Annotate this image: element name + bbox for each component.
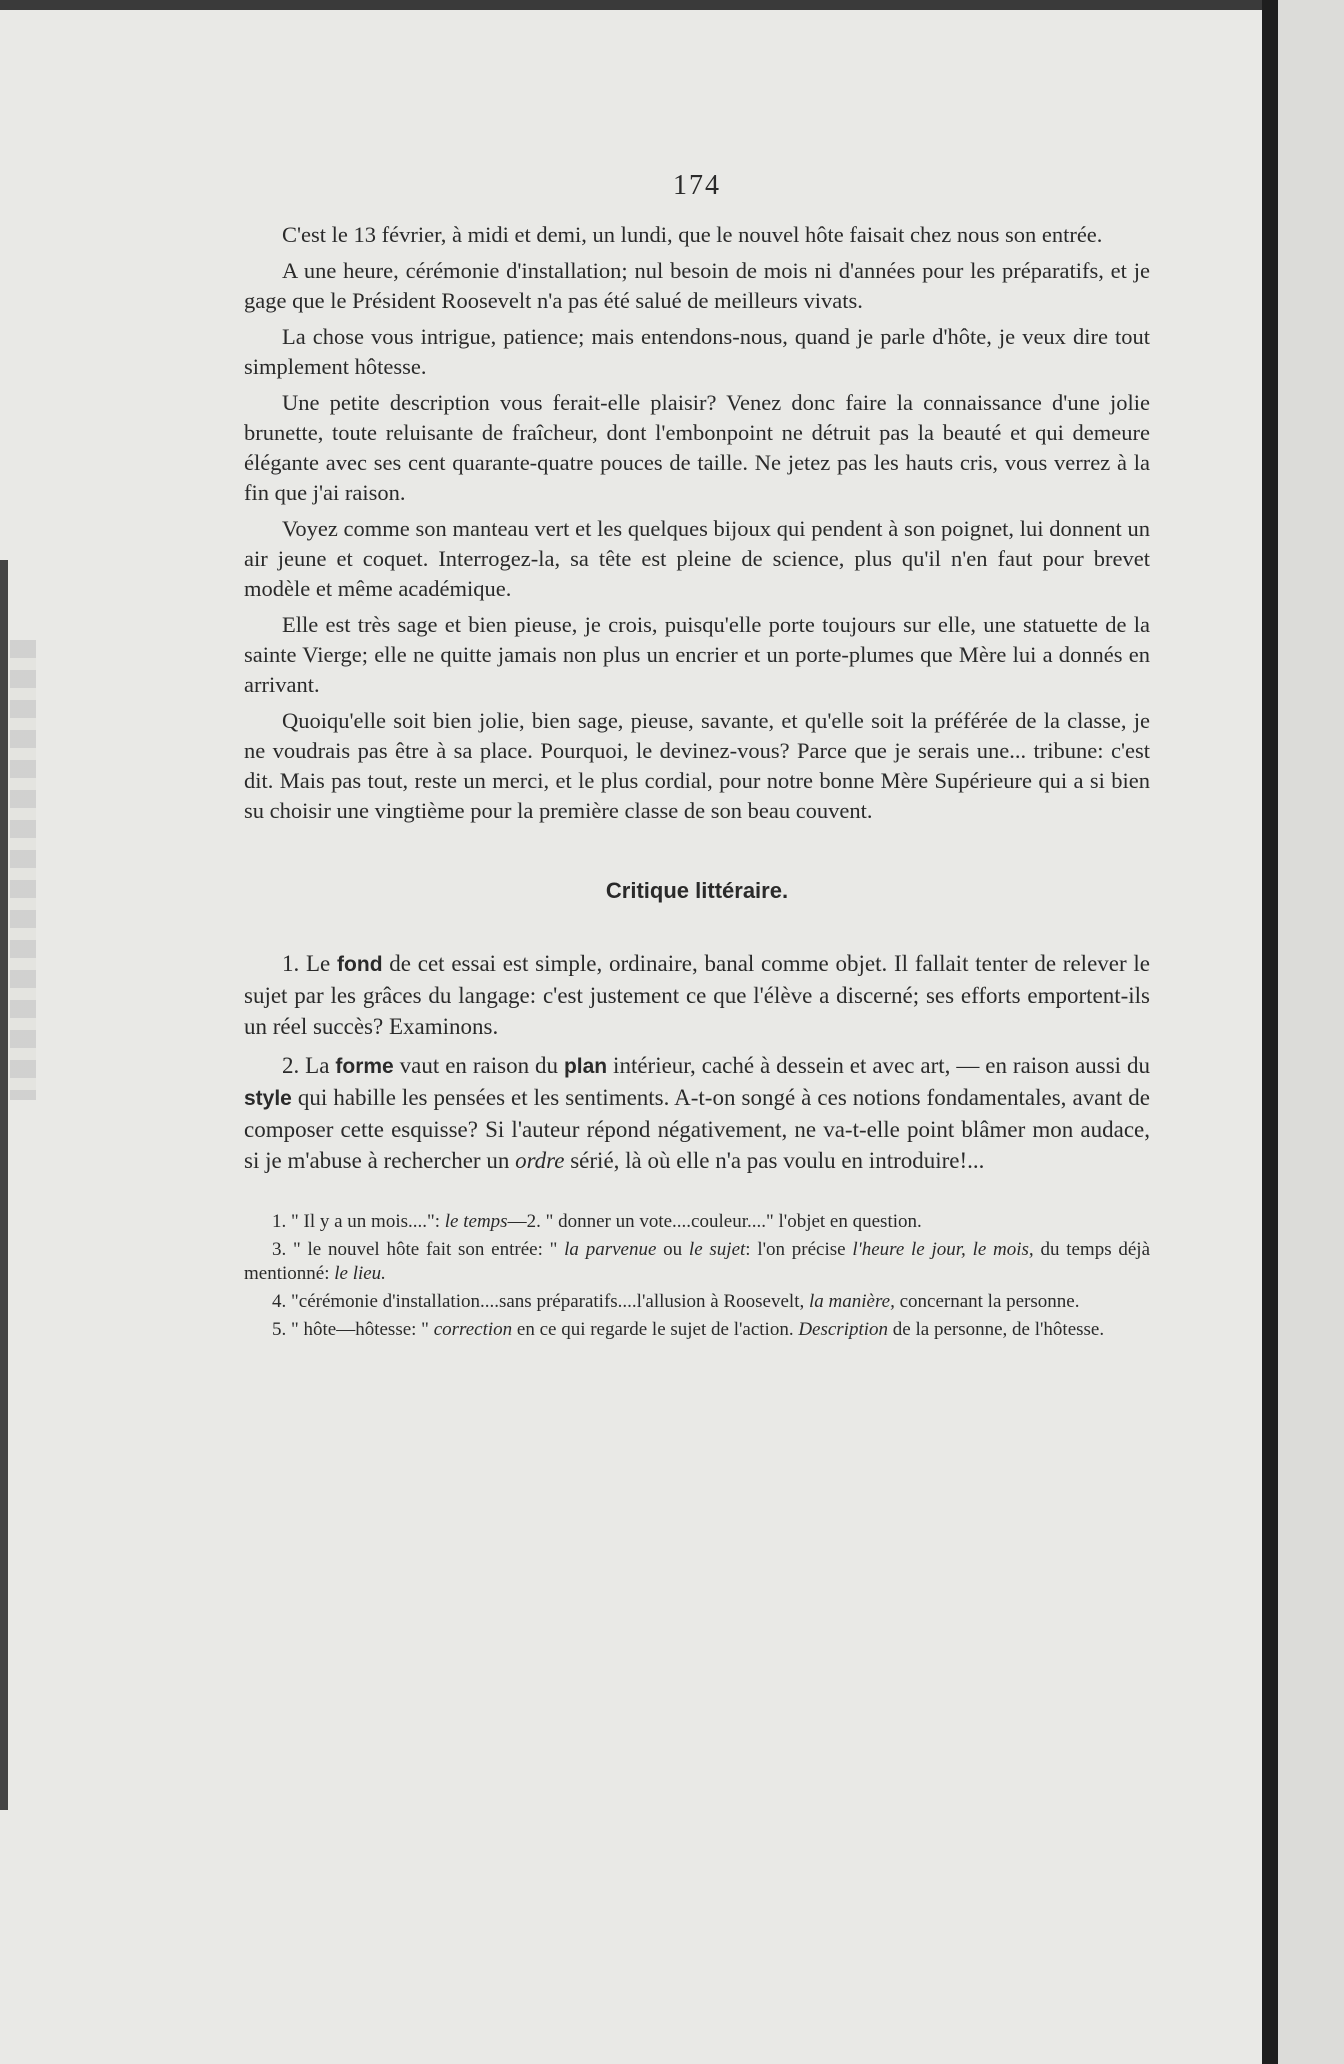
essay-paragraph: C'est le 13 février, à midi et demi, un lundi, que le nouvel hôte faisait chez nous son entrée. [282,222,1103,247]
italic-run: le sujet [688,1239,746,1260]
term-forme: forme [335,1055,394,1078]
text-run: 1. " Il y a un mois....": [272,1211,445,1232]
text-run: en ce qui regarde le sujet de l'action. [512,1319,799,1340]
critique-paragraph-2 [244,1050,1150,1176]
italic-run: la parvenue [564,1239,657,1260]
footnotes [244,1210,1150,1342]
italic-run: correction [433,1319,513,1340]
essay-paragraph: A une heure, cérémonie d'installation; nul besoin de mois ni d'années pour les préparatifs, et je gage que le Président Roosevelt n'a pas été salué de meilleurs vivats. [244,258,1150,313]
essay-paragraph: Voyez comme son manteau vert et les quelques bijoux qui pendent à son poignet, lui donnent un air jeune et coquet. Interrogez-la, sa tête est pleine de science, plus qu'il n'en faut pour brevet modèle et même académique. [244,516,1150,601]
text-run: ou [656,1239,689,1260]
text-run: 3. " le nouvel hôte fait son entrée: " [272,1239,565,1260]
section-title: Critique littéraire. [605,878,789,903]
italic-run: Description [798,1319,889,1340]
footnote-4 [244,1290,1150,1314]
term-style: style [244,1087,292,1110]
essay-paragraph: Une petite description vous ferait-elle plaisir? Venez donc faire la connaissance d'une jolie brunette, toute reluisante de fraîcheur, dont l'embonpoint ne détruit pas la beauté et qui demeure élégante avec ses cent quarante-quatre pouces de taille. Ne jetez pas les hauts cris, vous verrez à la fin que j'ai raison. [244,390,1150,505]
term-plan: plan [563,1055,608,1078]
text-run: 5. " hôte—hôtesse: " [272,1319,434,1340]
text-run: de cet essai est simple, ordinaire, banal comme objet. Il fallait tenter de relever le sujet par les grâces du langage: c'est justement ce que l'élève a discerné; ses efforts emportent-ils un réel succès? Examinons. [244,951,1151,1039]
scan-left-edge [0,560,8,1810]
essay-paragraph: Elle est très sage et bien pieuse, je crois, puisqu'elle porte toujours sur elle, une statuette de la sainte Vierge; elle ne quitte jamais non plus un encrier et un porte-plumes que Mère lui a donnés en arrivant. [244,612,1150,697]
text-run: du temps déjà mentionné: [244,1239,1150,1284]
text-run: vaut en raison du [393,1053,564,1078]
text-run: 1. Le [282,951,338,976]
scan-gutter-shadow [1262,0,1278,2064]
footnote-1 [244,1210,1150,1234]
text-run: de la personne, de l'hôtesse. [888,1319,1105,1340]
text-run: 4. "cérémonie d'installation....sans préparatifs....l'allusion à Roosevelt, [272,1291,809,1312]
italic-run: la manière, [808,1291,895,1312]
essay-paragraph: Quoiqu'elle soit bien jolie, bien sage, pieuse, savante, et qu'elle soit la préférée de la classe, je ne voudrais pas être à sa place. Pourquoi, le devinez-vous? Parce que je serais une... tribune: c'est dit. Mais pas tout, reste un merci, et le plus cordial, pour notre bonne Mère Supérieure qui a si bien su choisir une vingtième pour la première classe de son beau couvent. [244,708,1150,823]
italic-run: l'heure le jour, le mois, [852,1239,1034,1260]
text-run: sérié, là où elle n'a pas voulu en introduire!... [564,1148,985,1173]
scan-bleed-through [10,640,36,1100]
text-run: : l'on précise [745,1239,853,1260]
footnote-5 [244,1318,1150,1342]
text-run: intérieur, caché à dessein et avec art, — en raison aussi du [607,1053,1150,1078]
text-run: —2. " donner un vote....couleur...." l'objet en question. [507,1211,922,1232]
text-run: 2. La [282,1053,336,1078]
critique-paragraph-1 [244,948,1150,1042]
italic-run: le lieu. [334,1263,386,1284]
term-fond: fond [337,953,383,976]
scan-next-page-edge [1278,0,1344,2064]
italic-run: le temps [444,1211,508,1232]
essay-body [244,220,1150,826]
text-run: concernant la personne. [894,1291,1080,1312]
term-ordre: ordre [515,1148,565,1173]
essay-paragraph: La chose vous intrigue, patience; mais entendons-nous, quand je parle d'hôte, je veux dire tout simplement hôtesse. [244,324,1150,379]
footnote-3 [244,1238,1150,1286]
text-run: qui habille les pensées et les sentiments. A-t-on songé à ces notions fondamentales, avant de composer cette esquisse? Si l'auteur répond négativement, ne va-t-elle point blâmer mon audace, si je m'abuse à rechercher un [244,1085,1150,1173]
book-page [244,170,1150,1810]
critique-body [244,948,1150,1176]
scan-top-edge [0,0,1344,10]
page-number: 174 [673,170,721,201]
